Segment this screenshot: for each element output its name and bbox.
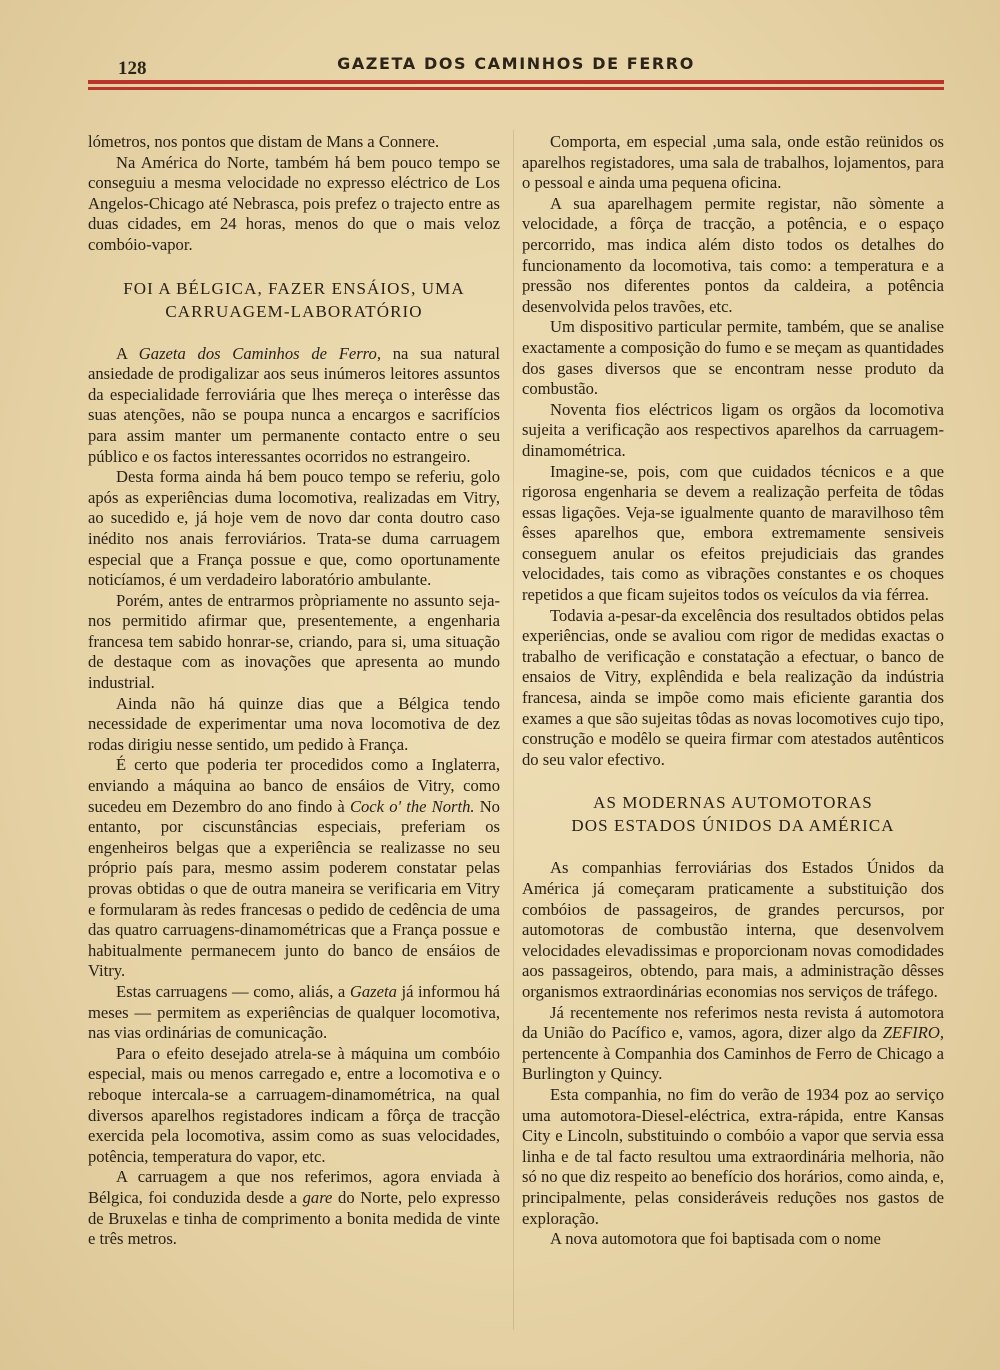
text-run: do Norte, pelo expresso de Bruxelas e tinha de comprimento a bonita medida de vinte e três metros. <box>88 1187 501 1249</box>
italic-word: gare <box>302 1187 333 1207</box>
left-column <box>88 132 500 1250</box>
heading-line: FOI A BÉLGICA, FAZER ENSÁIOS, UMA <box>123 278 465 298</box>
section-heading <box>522 791 944 837</box>
paragraph: Porém, antes de entrarmos pròpriamente no assunto seja-nos permitido afirmar que, presentemente, a engenharia francesa tem sabido honrar-se, criando, para si, uma situação de destaque com as inovações que apresenta ao mundo industrial. <box>88 590 500 693</box>
paragraph: Todavia a-pesar-da excelência dos resultados obtidos pelas experiências, onde se avaliou com rigor de medidas exactas o trabalho de verificação e constatação a efectuar, o banco de ensaios de Vitry, explêndida e bela realização da indústria francesa, ainda se impõe como mais eficiente garantia dos exames a que são sujeitas tôdas as novas locomotives cujo tipo, construção e modêlo se queira firmar com atestados autênticos do seu valor efectivo. <box>522 605 944 769</box>
journal-title: GAZETA DOS CAMINHOS DE FERRO <box>337 54 695 73</box>
section-heading <box>88 277 500 323</box>
text-run: Estas carruagens — como, aliás, a <box>116 981 350 1001</box>
paragraph: Na América do Norte, também há bem pouco tempo se conseguiu a mesma velocidade no expresso eléctrico de Los Angelos-Chicago até Nebrasca, pois prefez o trajecto entre as duas cidades, em 24 horas, menos do que o mais veloz combóio-vapor. <box>88 152 500 254</box>
paragraph <box>88 982 500 1044</box>
paragraph: Para o efeito desejado atrela-se à máquina um combóio especial, mais ou menos carregado e, entre a locomotiva e o reboque intercala-se a carruagem-dinamométrica, na qual diversos aparelhos registadores indicam a fôrça de tracção exercida pela locomotiva, assim como as suas velocidades, potência, temperatura do vapor, etc. <box>88 1043 500 1166</box>
paragraph: Ainda não há quinze dias que a Bélgica tendo necessidade de experimentar uma nova locomotiva de dez rodas dirigiu nesse sentido, um pedido à França. <box>88 693 500 754</box>
header-rule <box>88 80 944 90</box>
page-header <box>88 50 944 78</box>
text-run: A <box>116 343 139 363</box>
paragraph: Noventa fios eléctricos ligam os orgãos da locomotiva sujeita a verificação aos respectivos aparelhos da carruagem-dinamométrica. <box>522 399 944 460</box>
italic-title: Gazeta dos Caminhos de Ferro, <box>138 343 381 363</box>
paragraph <box>522 1003 944 1085</box>
right-column <box>522 132 944 1250</box>
heading-line: CARRUAGEM-LABORATÓRIO <box>165 301 423 321</box>
paragraph: A sua aparelhagem permite registar, não sòmente a velocidade, a fôrça de tracção, a potência, e o espaço percorrido, mas indica além disto todos os detalhes do funcionamento da locomotiva, tais como: a temperatura e a pressão nos diferentes pontos da caldeira, a potência desenvolvida pelos travões, etc. <box>522 193 944 316</box>
italic-name: ZEFIRO, <box>882 1023 944 1043</box>
paragraph: lómetros, nos pontos que distam de Mans a Connere. <box>88 132 440 151</box>
paragraph <box>88 344 500 468</box>
heading-line: DOS ESTADOS ÚNIDOS DA AMÉRICA <box>571 816 895 836</box>
paragraph <box>88 1167 500 1249</box>
text-run: já informou há meses — permitem as experiências de qualquer locomotiva, nas vias ordinárias de comunicação. <box>88 981 501 1043</box>
text-run: Já recentemente nos referimos nesta revista á automotora da União do Pacífico e, vamos, agora, dizer algo da <box>522 1002 944 1043</box>
paragraph: A nova automotora que foi baptisada com o nome <box>550 1229 881 1249</box>
heading-line: AS MODERNAS AUTOMOTORAS <box>593 793 873 813</box>
page-number: 128 <box>118 58 147 79</box>
paragraph <box>88 755 500 982</box>
text-run: É certo que poderia ter procedidos como a Inglaterra, enviando a máquina ao banco de ensáios de Vitry, como sucedeu em Dezembro do ano findo à <box>88 755 500 816</box>
column-divider <box>513 130 514 1330</box>
italic-name: Gazeta <box>349 981 397 1001</box>
text-run: pertencente à Companhia dos Caminhos de Ferro de Chicago a Burlington y Quincy. <box>522 1043 944 1084</box>
text-run: No entanto, por ciscunstâncias especiais, preferiam os engenheiros belgas que a experiência se realizasse no seu próprio país para, mesmo assim poderem constatar pelas provas obtidas o que de outra maneira se verificaria em Vitry e formularam às redes francesas o pedido de cedência de uma das quatro carruagens-dinamométricas que a França possue e habitualmente permanecem junto do banco de ensáios de Vitry. <box>88 796 500 981</box>
paragraph: Imagine-se, pois, com que cuidados técnicos e a que rigorosa engenharia se devem a realização perfeita de tôdas essas ligações. Veja-se igualmente quanto de maravilhoso têm êsses aparelhos que, embora extremamente sensiveis conseguem anular os efeitos prejudiciais das grandes velocidades, tais como as vibrações constantes e os choques repetidos a que ficam sujeitos todos os veículos da via férrea. <box>522 461 944 605</box>
italic-name: Cock o' the North. <box>349 796 475 816</box>
paragraph: Esta companhia, no fim do verão de 1934 poz ao serviço uma automotora-Diesel-eléctrica, extra-rápida, entre Kansas City e Lincoln, substituindo o combóio a vapor que servia essa linha e de tal facto resultou uma extraordinária melhoria, não só no que diz respeito ao benefício dos horários, como ainda, e, principalmente, pelas consideráveis reduções nos gastos de exploração. <box>522 1084 944 1228</box>
text-run: na sua natural ansiedade de prodigalizar aos seus inúmeros leitores assuntos da especialidade ferroviária que lhes mereça o interêsse das suas atenções, não se poupa nunca a encargos e sacrifícios para assim manter um permanente contacto entre o seu público e os factos interessantes ocorridos no estrangeiro. <box>88 343 500 466</box>
paragraph: Um dispositivo particular permite, também, que se analise exactamente a composição do fumo e se meçam as quantidades dos gases diversos que se encontram nesse produto da combustão. <box>522 317 944 399</box>
paragraph: Desta forma ainda há bem pouco tempo se referiu, golo após as experiências duma locomotiva, realizadas em Vitry, ao sucedido e, já hoje vem de novo dar conta doutro caso inédito nos anais ferroviários. Trata-se duma carruagem especial que a França possue e que, como oportunamente noticíamos, é um verdadeiro laboratório ambulante. <box>88 467 500 590</box>
paragraph: Comporta, em especial ,uma sala, onde estão reünidos os aparelhos registadores, uma sala de trabalhos, lojamentos, para o pessoal e ainda uma pequena oficina. <box>522 132 944 193</box>
text-run: A carruagem a que nos referimos, agora enviada à Bélgica, foi conduzida desde a <box>88 1167 500 1207</box>
paragraph: As companhias ferroviárias dos Estados Únidos da América já começaram praticamente a substituição dos combóios de passageiros, de grandes percursos, por automotoras de combustão interna, que desenvolvem velocidades elevadissimas e proporcionam novas comodidades aos passageiros, obtendo, para mais, a administração dêsses organismos extraordinárias economias nos serviços de tráfego. <box>522 858 944 1001</box>
